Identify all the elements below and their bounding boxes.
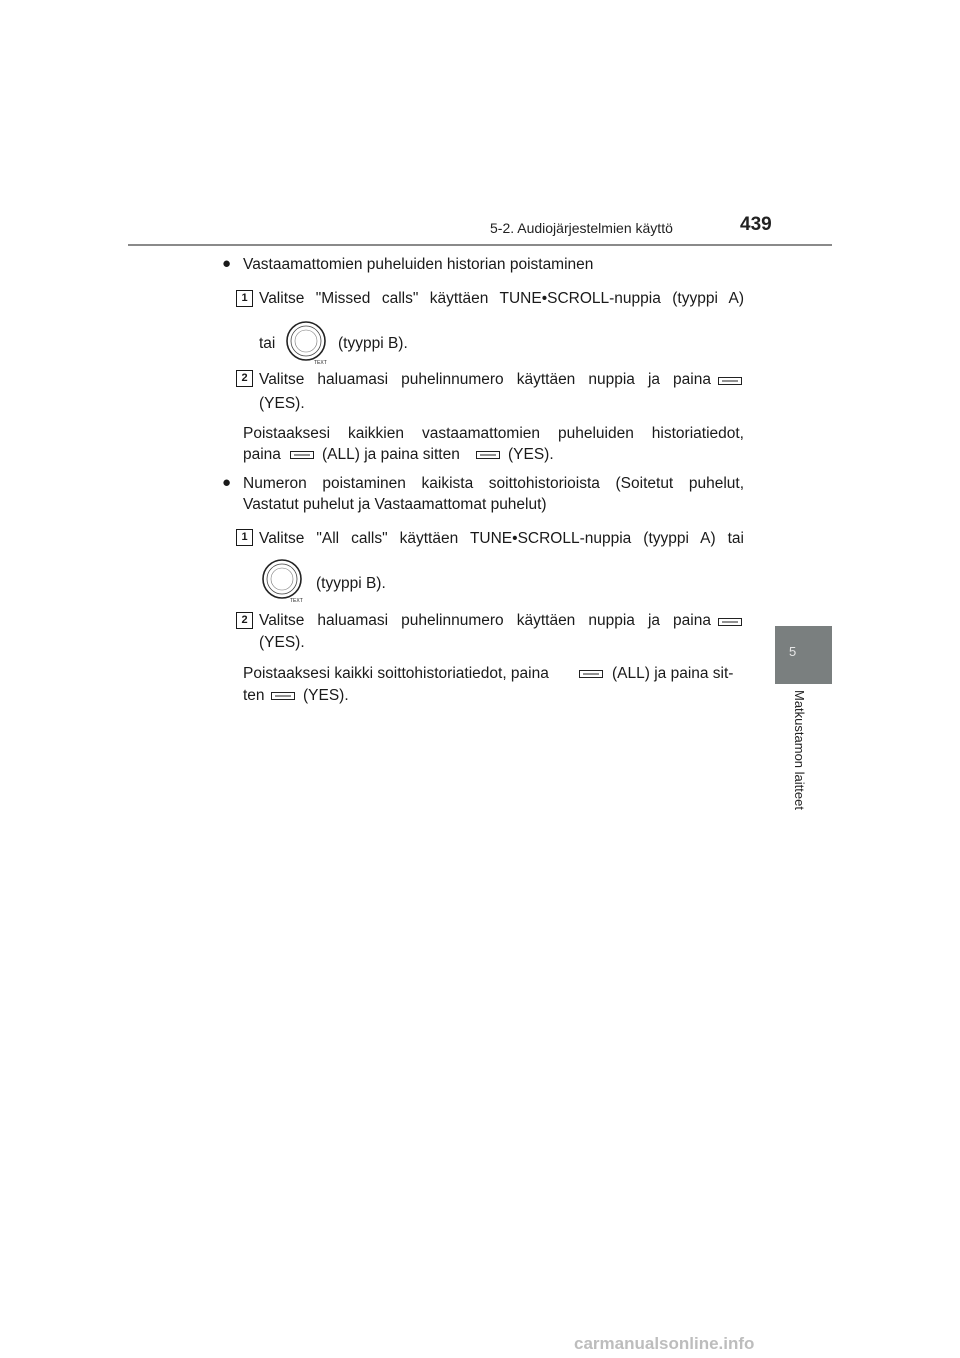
chapter-number: 5: [789, 644, 797, 659]
preset-key-icon: [718, 377, 742, 385]
section2-step2-line2: (YES).: [259, 634, 305, 651]
section1-step2-line1: Valitse haluamasi puhelinnumero käyttäen nuppia ja paina: [259, 371, 711, 388]
preset-key-icon: [476, 451, 500, 459]
watermark: carmanualsonline.info: [574, 1334, 755, 1353]
step-badge-1: 1: [236, 529, 253, 546]
text-knob-icon: [258, 556, 308, 606]
section2-note-line2-b: (YES).: [303, 687, 349, 704]
section1-step1-line2-after: (tyyppi B).: [338, 335, 408, 352]
preset-key-icon: [718, 618, 742, 626]
step-badge-2: 2: [236, 612, 253, 629]
section2-note-line1-b: (ALL) ja paina sit-: [612, 665, 734, 682]
section1-note-line2-b: (ALL) ja paina sitten: [322, 446, 460, 463]
section2-heading-line1: Numeron poistaminen kaikista soittohistorioista (Soitetut puhelut,: [243, 475, 744, 492]
header-divider: [128, 244, 832, 246]
preset-key-icon: [290, 451, 314, 459]
bullet-icon: ●: [222, 255, 232, 272]
section1-step1-line1: Valitse "Missed calls" käyttäen TUNE•SCROLL-nuppia (tyyppi A): [259, 290, 744, 307]
section1-step1-line2-before: tai: [259, 335, 276, 352]
section2-note-line1-a: Poistaaksesi kaikki soittohistoriatiedot, paina: [243, 665, 549, 682]
section1-note-line1: Poistaaksesi kaikkien vastaamattomien puheluiden historiatiedot,: [243, 425, 744, 442]
section2-step1-line2: (tyyppi B).: [316, 575, 386, 592]
chapter-tab: [775, 626, 832, 684]
section-title: 5-2. Audiojärjestelmien käyttö: [490, 220, 673, 236]
section1-note-line2-a: paina: [243, 446, 281, 463]
section2-heading-line2: Vastatut puhelut ja Vastaamattomat puhelut): [243, 496, 547, 513]
bullet-icon: ●: [222, 474, 232, 491]
text-knob-icon: [282, 318, 332, 368]
page-number: 439: [740, 214, 772, 235]
section1-step2-line2: (YES).: [259, 395, 305, 412]
preset-key-icon: [271, 692, 295, 700]
step-badge-2: 2: [236, 370, 253, 387]
preset-key-icon: [579, 670, 603, 678]
chapter-title: Matkustamon laitteet: [792, 690, 807, 810]
section2-step2-line1: Valitse haluamasi puhelinnumero käyttäen nuppia ja paina: [259, 612, 711, 629]
section1-heading: Vastaamattomien puheluiden historian poistaminen: [243, 256, 594, 273]
section2-step1-line1: Valitse "All calls" käyttäen TUNE•SCROLL-nuppia (tyyppi A) tai: [259, 530, 744, 547]
knob-label: TEXT: [314, 360, 327, 366]
step-badge-1: 1: [236, 290, 253, 307]
section1-note-line2-c: (YES).: [508, 446, 554, 463]
knob-label: TEXT: [290, 598, 303, 604]
section2-note-line2-a: ten: [243, 687, 265, 704]
